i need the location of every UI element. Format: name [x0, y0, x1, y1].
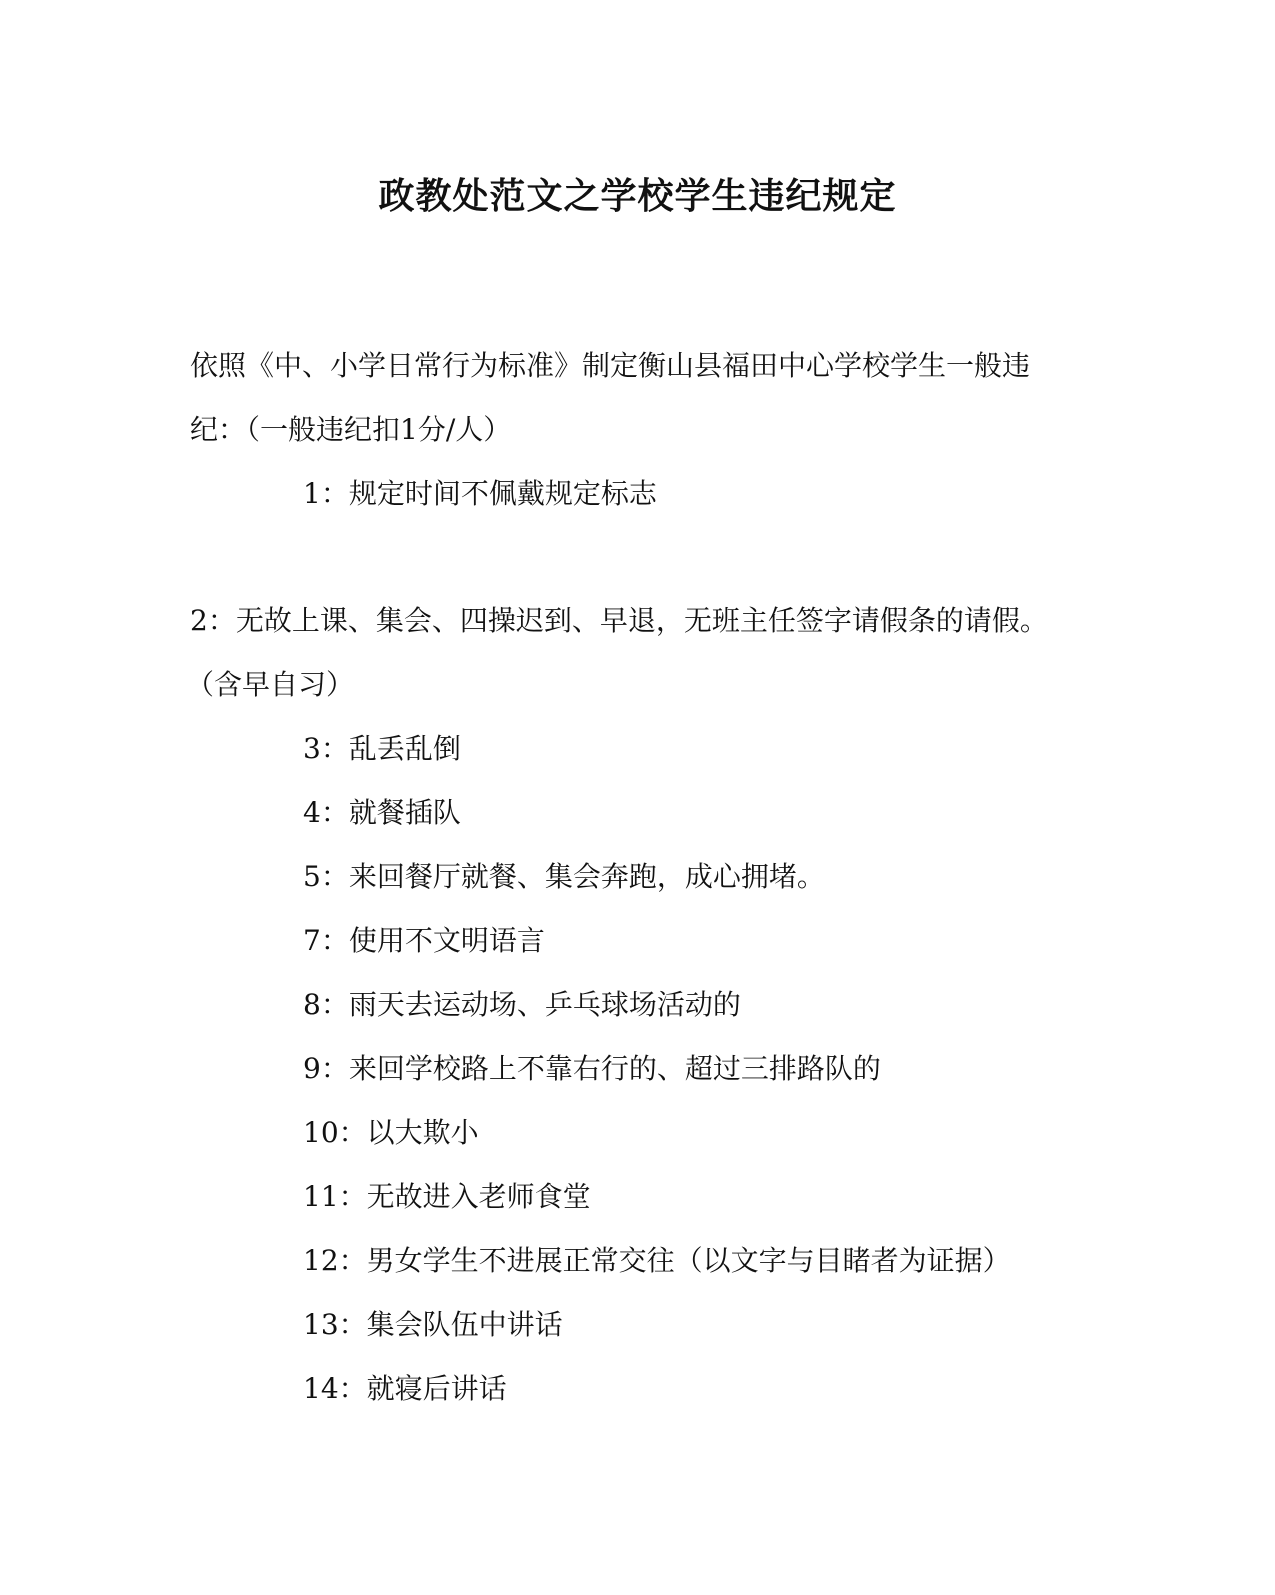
rule-item-10: 10：以大欺小 [303, 1116, 479, 1149]
rule-item-13: 13：集会队伍中讲话 [303, 1308, 563, 1341]
rule-item-7: 7：使用不文明语言 [303, 924, 545, 957]
rule-item-2: 2：无故上课、集会、四操迟到、早退，无班主任签字请假条的请假。 [190, 604, 1048, 637]
intro-line-2: 纪：（一般违纪扣1分/人） [190, 413, 512, 446]
rule-item-1: 1：规定时间不佩戴规定标志 [303, 477, 657, 510]
rule-item-8: 8：雨天去运动场、乒乓球场活动的 [303, 988, 741, 1021]
rule-item-14: 14：就寝后讲话 [303, 1372, 507, 1405]
intro-line-1: 依照《中、小学日常行为标准》制定衡山县福田中心学校学生一般违 [190, 349, 1031, 382]
rule-item-2-note: （含早自习） [186, 668, 355, 701]
rule-item-9: 9：来回学校路上不靠右行的、超过三排路队的 [303, 1052, 881, 1085]
rule-item-11: 11：无故进入老师食堂 [303, 1180, 591, 1213]
rule-item-3: 3：乱丢乱倒 [303, 732, 461, 765]
document-title: 政教处范文之学校学生违纪规定 [378, 175, 897, 217]
rule-item-5: 5：来回餐厅就餐、集会奔跑，成心拥堵。 [303, 860, 825, 893]
rule-item-4: 4：就餐插队 [303, 796, 461, 829]
rule-item-12: 12：男女学生不进展正常交往（以文字与目睹者为证据） [303, 1244, 1011, 1277]
